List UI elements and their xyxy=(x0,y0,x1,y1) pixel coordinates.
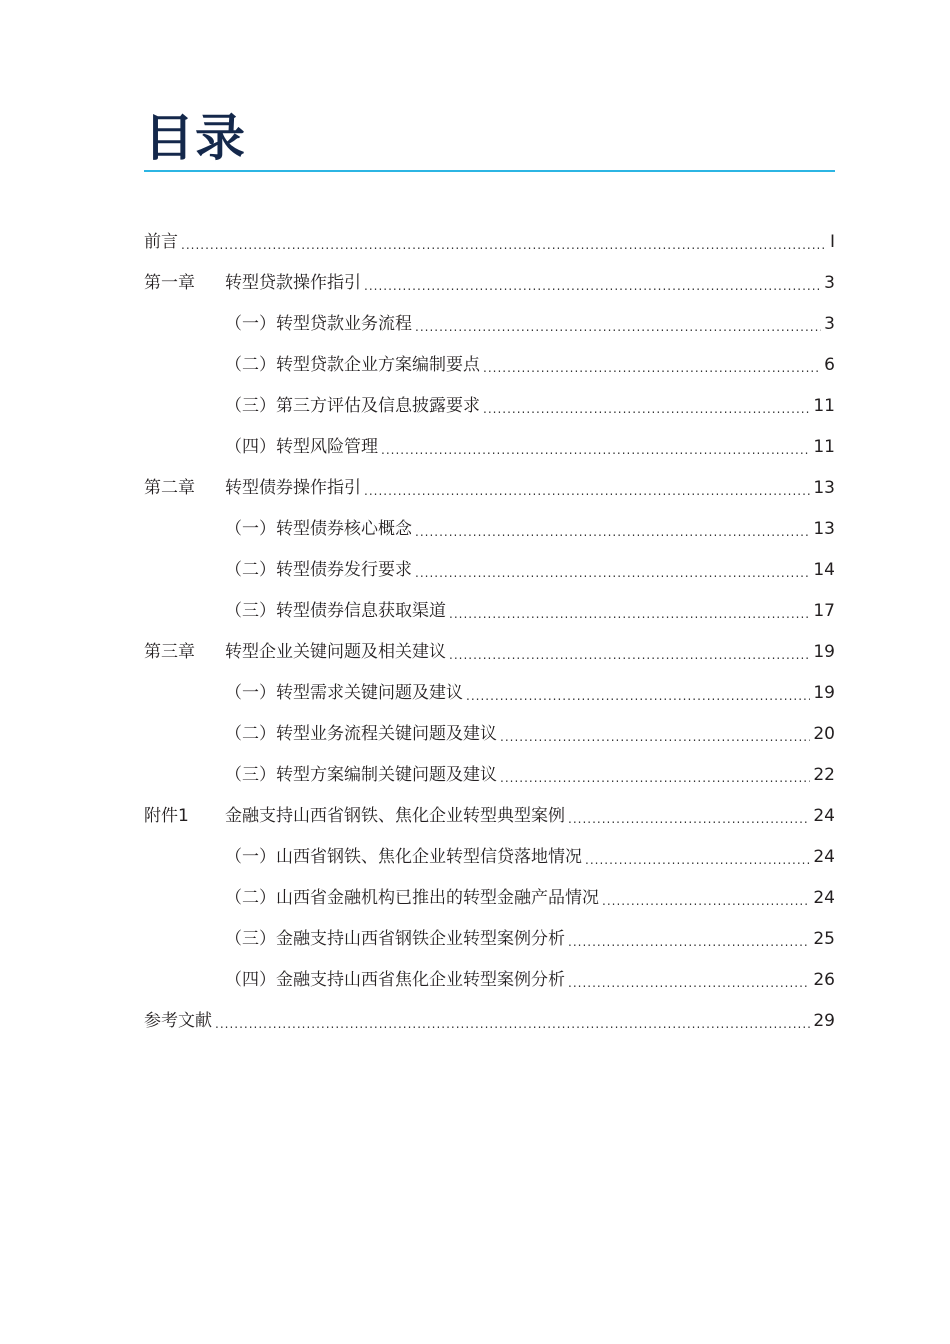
toc-subsection-entry[interactable] xyxy=(144,549,835,590)
dot-leader xyxy=(415,312,821,342)
toc-entry-title: （二）转型债券发行要求 xyxy=(225,559,412,580)
toc-page-number: 24 xyxy=(813,806,835,827)
toc-entry-title: 金融支持山西省钢铁、焦化企业转型典型案例 xyxy=(225,806,565,827)
dot-leader xyxy=(500,722,810,752)
toc-entry-title: 参考文献 xyxy=(144,1011,212,1032)
toc-entry-title: （三）金融支持山西省钢铁企业转型案例分析 xyxy=(225,929,565,950)
dot-leader xyxy=(449,640,810,670)
dot-leader xyxy=(602,886,810,916)
dot-leader xyxy=(415,558,810,588)
toc-entry-title: （一）转型需求关键问题及建议 xyxy=(225,683,463,704)
toc-page-number: 14 xyxy=(813,559,835,580)
toc-chapter-entry[interactable] xyxy=(144,1001,835,1042)
toc-page-number: 13 xyxy=(813,477,835,498)
dot-leader xyxy=(381,435,810,465)
dot-leader xyxy=(568,968,810,998)
dot-leader xyxy=(449,599,810,629)
toc-page-number: 29 xyxy=(813,1011,835,1032)
dot-leader xyxy=(181,230,827,260)
toc-page-number: 17 xyxy=(813,600,835,621)
toc-page-number: 24 xyxy=(813,847,835,868)
toc-entry-title: （二）转型贷款企业方案编制要点 xyxy=(225,354,480,375)
toc-subsection-entry[interactable] xyxy=(144,385,835,426)
toc-entry-title: （三）转型债券信息获取渠道 xyxy=(225,600,446,621)
toc-chapter-label: 附件1 xyxy=(144,806,189,827)
toc-page-number: 22 xyxy=(813,765,835,786)
toc-subsection-entry[interactable] xyxy=(144,714,835,755)
toc-entry-title: （一）转型债券核心概念 xyxy=(225,518,412,539)
toc-entry-title: 前言 xyxy=(144,231,178,252)
toc-page-number: 3 xyxy=(824,313,835,334)
toc-subsection-entry[interactable] xyxy=(144,878,835,919)
toc-subsection-entry[interactable] xyxy=(144,837,835,878)
dot-leader xyxy=(500,763,810,793)
toc-subsection-entry[interactable] xyxy=(144,426,835,467)
toc-chapter-entry[interactable] xyxy=(144,262,835,303)
toc-page-number: 26 xyxy=(813,970,835,991)
toc-chapter-label: 第一章 xyxy=(144,272,195,293)
toc-page-number: 6 xyxy=(824,354,835,375)
title-divider xyxy=(144,170,835,172)
toc-entry-title: 转型企业关键问题及相关建议 xyxy=(225,641,446,662)
toc-page-number: 3 xyxy=(824,272,835,293)
toc-subsection-entry[interactable] xyxy=(144,919,835,960)
toc-chapter-entry[interactable] xyxy=(144,631,835,672)
toc-page-number: 19 xyxy=(813,641,835,662)
toc-entry-title: （四）转型风险管理 xyxy=(225,436,378,457)
table-of-contents xyxy=(144,221,835,1042)
toc-entry-title: （一）转型贷款业务流程 xyxy=(225,313,412,334)
toc-entry-title: 转型贷款操作指引 xyxy=(225,272,361,293)
dot-leader xyxy=(215,1009,810,1039)
toc-subsection-entry[interactable] xyxy=(144,960,835,1001)
dot-leader xyxy=(483,353,821,383)
toc-page-number: 11 xyxy=(813,395,835,416)
toc-page-number: 13 xyxy=(813,518,835,539)
toc-chapter-entry[interactable] xyxy=(144,796,835,837)
toc-page-number: 11 xyxy=(813,436,835,457)
toc-chapter-label: 第三章 xyxy=(144,641,195,662)
toc-entry-title: （三）第三方评估及信息披露要求 xyxy=(225,395,480,416)
toc-subsection-entry[interactable] xyxy=(144,344,835,385)
toc-entry-title: （二）山西省金融机构已推出的转型金融产品情况 xyxy=(225,888,599,909)
toc-entry-title: 转型债券操作指引 xyxy=(225,477,361,498)
toc-page-number: 19 xyxy=(813,683,835,704)
toc-chapter-entry[interactable] xyxy=(144,467,835,508)
toc-entry-title: （二）转型业务流程关键问题及建议 xyxy=(225,724,497,745)
toc-page-number: 24 xyxy=(813,888,835,909)
toc-entry-title: （一）山西省钢铁、焦化企业转型信贷落地情况 xyxy=(225,847,582,868)
toc-subsection-entry[interactable] xyxy=(144,673,835,714)
dot-leader xyxy=(483,394,810,424)
toc-page-number: 25 xyxy=(813,929,835,950)
toc-chapter-label: 第二章 xyxy=(144,477,195,498)
dot-leader xyxy=(415,517,810,547)
dot-leader xyxy=(568,927,810,957)
toc-entry-title: （四）金融支持山西省焦化企业转型案例分析 xyxy=(225,970,565,991)
toc-subsection-entry[interactable] xyxy=(144,590,835,631)
dot-leader xyxy=(364,271,821,301)
toc-entry-title: （三）转型方案编制关键问题及建议 xyxy=(225,765,497,786)
dot-leader xyxy=(466,681,810,711)
page-title: 目录 xyxy=(144,109,246,167)
toc-page-number: I xyxy=(829,231,835,252)
dot-leader xyxy=(568,804,810,834)
toc-chapter-entry[interactable] xyxy=(144,221,835,262)
dot-leader xyxy=(585,845,810,875)
toc-page-number: 20 xyxy=(813,724,835,745)
dot-leader xyxy=(364,476,810,506)
toc-subsection-entry[interactable] xyxy=(144,508,835,549)
toc-subsection-entry[interactable] xyxy=(144,755,835,796)
toc-subsection-entry[interactable] xyxy=(144,303,835,344)
